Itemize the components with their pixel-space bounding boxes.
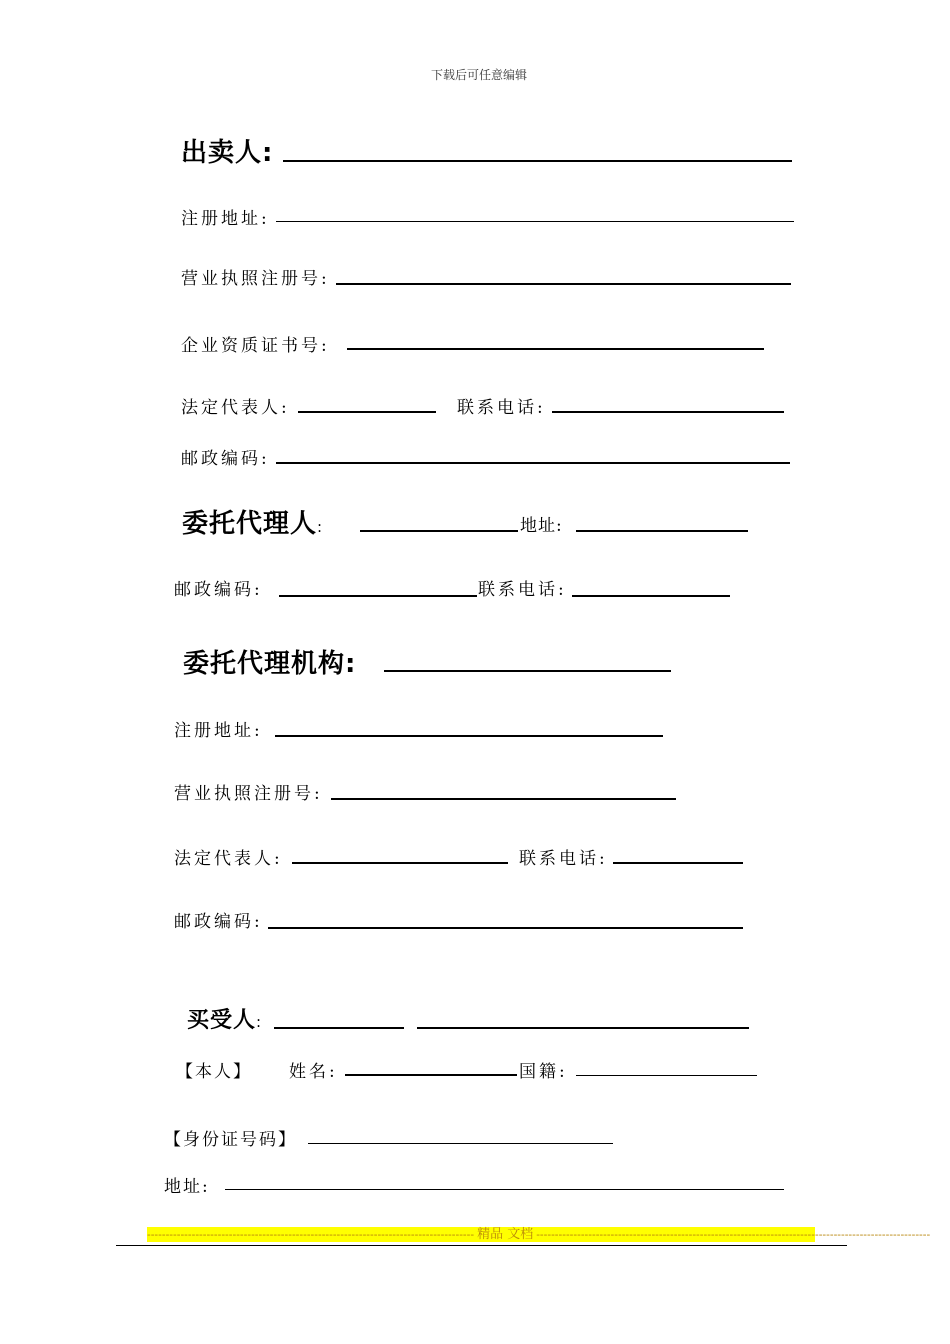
buyer-id-field[interactable] bbox=[308, 1143, 613, 1144]
seller-legal-rep-label: 法定代表人: bbox=[181, 398, 290, 418]
footer-center-text: 精品 文档 bbox=[477, 1227, 534, 1242]
seller-license-label: 营业执照注册号: bbox=[181, 269, 330, 289]
buyer-person-name-field[interactable] bbox=[345, 1074, 517, 1076]
seller-address-field[interactable] bbox=[276, 221, 794, 222]
footer-rule bbox=[116, 1245, 847, 1246]
buyer-name-field[interactable] bbox=[274, 1027, 404, 1029]
seller-phone-field[interactable] bbox=[552, 411, 784, 413]
agent-title-text: 委托代理人 bbox=[182, 509, 318, 539]
agency-postcode-field[interactable] bbox=[268, 927, 743, 929]
footer-dashes-left: ---------------------------------------------------------------------------------------- bbox=[147, 1228, 475, 1241]
agency-title: 委托代理机构: bbox=[183, 649, 357, 679]
buyer-title bbox=[187, 1003, 262, 1034]
agent-postcode-label: 邮政编码: bbox=[174, 580, 263, 600]
agent-phone-label: 联系电话: bbox=[478, 580, 567, 600]
agency-license-field[interactable] bbox=[331, 798, 676, 800]
seller-legal-rep-field[interactable] bbox=[298, 411, 436, 413]
agency-legal-rep-field[interactable] bbox=[292, 862, 508, 864]
agency-address-label: 注册地址: bbox=[174, 721, 263, 741]
agent-title bbox=[182, 503, 323, 540]
agency-phone-field[interactable] bbox=[613, 862, 743, 864]
agency-phone-label: 联系电话: bbox=[519, 849, 608, 869]
agency-legal-rep-label: 法定代表人: bbox=[174, 849, 283, 869]
buyer-id-label: 【身份证号码】 bbox=[164, 1130, 297, 1150]
seller-postcode-label: 邮政编码: bbox=[181, 449, 270, 469]
seller-name-field[interactable] bbox=[283, 160, 792, 162]
seller-qualification-label: 企业资质证书号: bbox=[181, 336, 330, 356]
buyer-name-label: 姓名: bbox=[289, 1062, 338, 1082]
agent-address-field[interactable] bbox=[576, 530, 748, 532]
footer-banner bbox=[147, 1227, 931, 1242]
agency-postcode-label: 邮政编码: bbox=[174, 912, 263, 932]
agent-name-field[interactable] bbox=[360, 530, 518, 532]
seller-title: 出卖人: bbox=[181, 138, 274, 168]
buyer-self-label: 【本人】 bbox=[176, 1062, 252, 1082]
buyer-address-field[interactable] bbox=[225, 1189, 784, 1190]
seller-address-label: 注册地址: bbox=[181, 209, 270, 229]
seller-license-field[interactable] bbox=[336, 283, 791, 285]
buyer-nationality-field[interactable] bbox=[576, 1075, 757, 1076]
agent-address-label: 地址: bbox=[520, 516, 563, 536]
seller-postcode-field[interactable] bbox=[276, 462, 790, 464]
buyer-nationality-label: 国籍: bbox=[519, 1062, 568, 1082]
buyer-title-text: 买受人 bbox=[187, 1008, 257, 1033]
agent-phone-field[interactable] bbox=[572, 595, 730, 597]
agency-name-field[interactable] bbox=[384, 670, 671, 672]
footer-dashes-right: ---------------------------------------------------------------------------------------------------------- bbox=[536, 1228, 931, 1241]
agent-postcode-field[interactable] bbox=[279, 595, 477, 597]
agent-title-colon: : bbox=[317, 518, 324, 536]
buyer-title-colon: : bbox=[256, 1013, 263, 1031]
seller-qualification-field[interactable] bbox=[347, 348, 764, 350]
agency-address-field[interactable] bbox=[275, 735, 663, 737]
seller-phone-label: 联系电话: bbox=[457, 398, 546, 418]
page-header-note: 下载后可任意编辑 bbox=[431, 68, 528, 82]
agency-license-label: 营业执照注册号: bbox=[174, 784, 323, 804]
buyer-extra-field[interactable] bbox=[417, 1027, 749, 1029]
buyer-address-label: 地址: bbox=[164, 1177, 210, 1197]
